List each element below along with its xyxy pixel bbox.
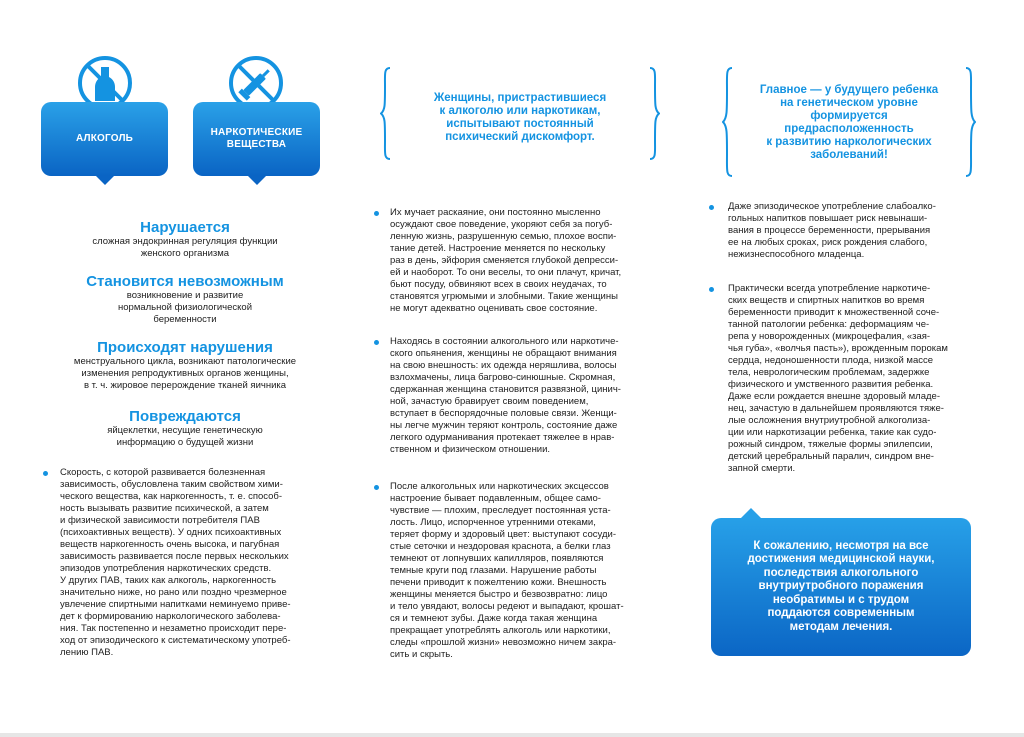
- block-heading-disorders: Происходят нарушения: [97, 339, 273, 356]
- bullet-dot: [43, 471, 48, 476]
- bullet-dot: [374, 340, 379, 345]
- col1-paragraph: Скорость, с которой развивается болезненная зависимость, обусловлена таким свойством хими- ческого вещества, как наркогенность, т. е. способ- ность вызывать развитие психической, а затем и физической зависимости потребителя ПАВ (психоактивных веществ). У одних психоактивных веществ наркогенность очень высока, и пагубная зависимость развивается после первых нескольких эпизодов употребления наркотических средств. У других ПАВ, таких как алкоголь, наркогенность значительно ниже, но рано или поздно чрезмерное увлечение спиртными напитками неминуемо приве- дет к формированию наркологического заболева- ния. Так постепенно и незаметно происходит пере- ход от эпизодического к систематическому употреб- лению ПАВ.: [60, 467, 291, 658]
- col2-paragraph-2: Находясь в состоянии алкогольного или наркотиче- ского опьянения, женщины не обращают внимания на свою внешность: их одежда неряшлива, волосы взлохмачены, лица багрово-синюшные. Скромная, сдержанная женщина становится развязной, цинич- ной, зачастую бравирует своим поведением, вступает в беспорядочные половые связи. Женщи- ны легче мужчин теряют контроль, состояние даже легкого одурманивания протекает тяжелее в нрав- ственном и физическом отношении.: [390, 336, 621, 455]
- callout-text: К сожалению, несмотря на все достижения медицинской науки, последствия алкогольного внутриутробного поражения необратимы и с трудом поддаются современным методам лечения.: [747, 539, 935, 633]
- block-text-impossible: возникновение и развитие нормальной физиологической беременности: [118, 290, 252, 325]
- tab-narcotics-label: НАРКОТИЧЕСКИЕ ВЕЩЕСТВА: [210, 127, 303, 150]
- block-text-disrupted: сложная эндокринная регуляция функции женского организма: [92, 236, 278, 259]
- col3-paragraph-1: Даже эпизодическое употребление слабоалко- гольных напитков повышает риск невынаши- вания в процессе беременности, прерывания ее на любых сроках, риск рождения слабого, нежизнеспособного младенца.: [728, 201, 936, 260]
- bullet-dot: [709, 287, 714, 292]
- tab-narcotics: [193, 102, 320, 176]
- block-heading-damaged: Повреждаются: [129, 408, 241, 425]
- bullet-dot: [374, 485, 379, 490]
- tab-alcohol: [41, 102, 168, 176]
- col3-quote-box: [722, 66, 976, 178]
- right-brace-icon: [648, 66, 660, 161]
- col2-quote-box: [380, 66, 660, 161]
- page-bottom-border: [0, 733, 1024, 737]
- block-heading-impossible: Становится невозможным: [86, 273, 284, 290]
- bullet-dot: [709, 205, 714, 210]
- bullet-dot: [374, 211, 379, 216]
- left-brace-icon: [722, 66, 734, 178]
- conclusion-callout: [711, 518, 971, 656]
- block-text-damaged: яйцеклетки, несущие генетическую информацию о будущей жизни: [107, 425, 263, 448]
- col3-paragraph-2: Практически всегда употребление наркотиче- ских веществ и спиртных напитков во время беременности приводит к множественной соче- танной патологии ребенка: деформациям че- репа у новорожденных (микроцефалия, «зая- чья губа», «волчья пасть»), врожденным порокам сердца, недоношенности плода, низкой массе тела, неврологическим проблемам, задержке физического и умственного развития ребенка. Даже если рождается внешне здоровый младе- нец, зачастую в дальнейшем проявляются тяже- лые осложнения внутриутробной алкоголиза- ции или наркотизации ребенка, такие как судо- рожный синдром, тяжелые формы эпилепсии, детский церебральный паралич, синдром вне- запной смерти.: [728, 283, 948, 474]
- col2-paragraph-1: Их мучает раскаяние, они постоянно мысленно осуждают свое поведение, укоряют себя за погуб- ленную жизнь, разрушенную семью, плохое воспи- тание детей. Настроение меняется по нескольку раз в день, эйфория сменяется глубокой депресси- ей и наоборот. То они веселы, то они плачут, кричат, бьют посуду, обвиняют всех в своих неудачах, то становятся угрюмыми и злобными. Такие женщины не могут адекватно оценивать свое состояние.: [390, 207, 622, 314]
- right-brace-icon: [964, 66, 976, 178]
- col2-quote-text: Женщины, пристрастившиеся к алкоголю или наркотикам, испытывают постоянный психический дискомфорт.: [433, 92, 607, 143]
- block-text-disorders: менструального цикла, возникают патологические изменения репродуктивных органов женщины, в т. ч. жировое перерождение тканей яичника: [73, 356, 297, 391]
- tab-alcohol-label: АЛКОГОЛЬ: [75, 133, 134, 144]
- col2-paragraph-3: После алкогольных или наркотических эксцессов настроение бывает подавленным, общее само- чувствие — плохим, преследует постоянная уста- лость. Лицо, испорченное утренними отеками, теряет форму и здоровый цвет: выступают сосуди- стые сеточки и нездоровая краснота, а белки глаз темнеют от лопнувших капилляров, появляются темные круги под глазами. Нарушение работы печени приводит к пожелтению кожи. Внешность женщины меняется быстро и безвозвратно: лицо и тело увядают, волосы редеют и выпадают, крошат- ся и темнеют зубы. Даже когда такая женщина прекращает употреблять алкоголь или наркотики, следы «прошлой жизни» невозможно ничем закра- сить и скрыть.: [390, 481, 624, 660]
- left-brace-icon: [380, 66, 392, 161]
- block-heading-disrupted: Нарушается: [140, 219, 230, 236]
- col3-quote-text: Главное — у будущего ребенка на генетическом уровне формируется предрасположенность к развитию наркологических заболеваний!: [759, 84, 939, 161]
